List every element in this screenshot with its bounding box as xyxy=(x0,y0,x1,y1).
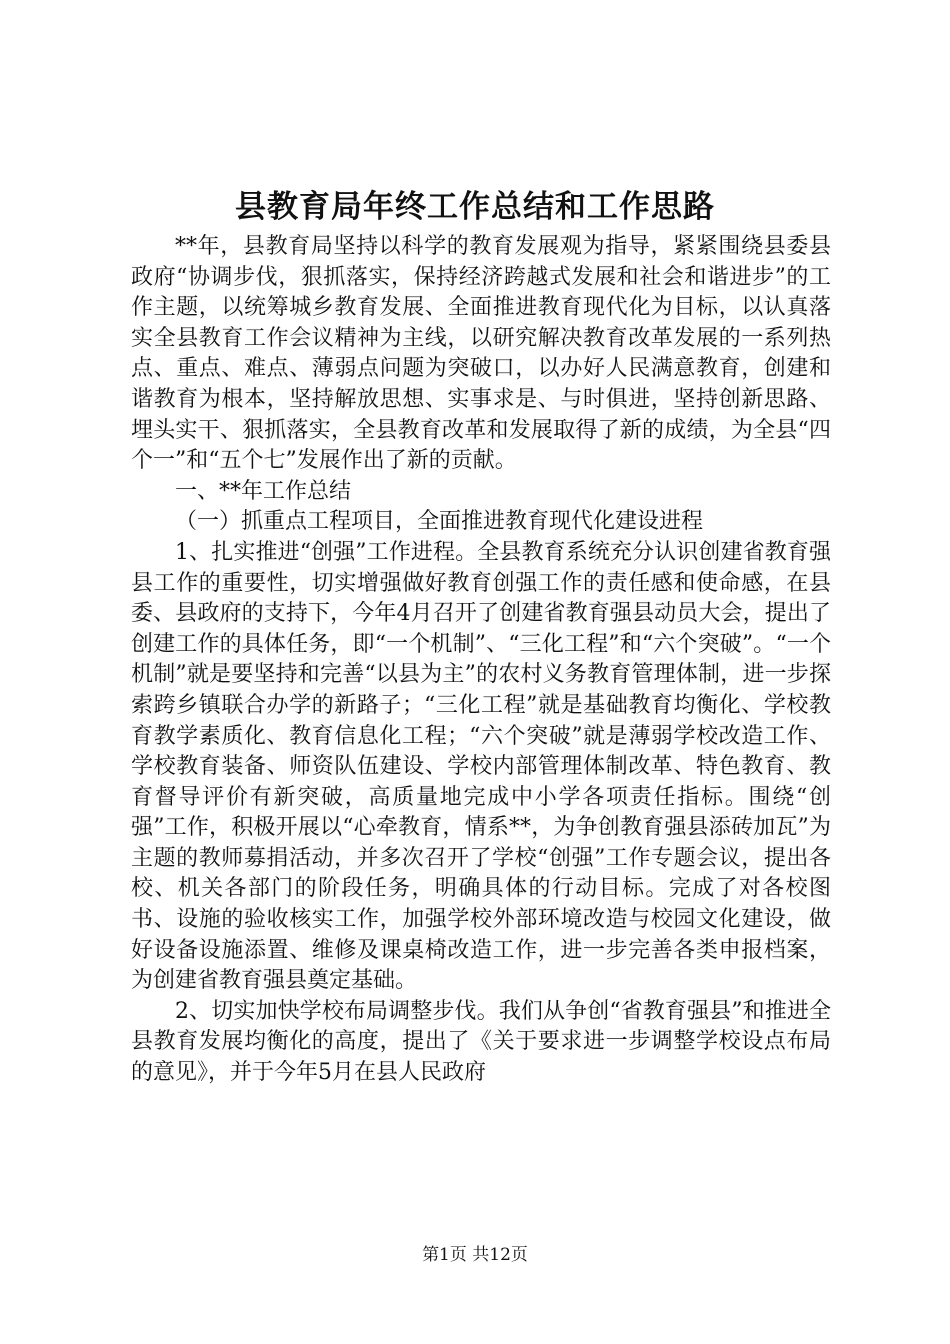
item-1-paragraph: 1、扎实推进“创强”工作进程。全县教育系统充分认识创建省教育强县工作的重要性，切实增强做好教育创强工作的责任感和使命感，在县委、县政府的支持下，今年4月召开了创建省教育强县动员大会，提出了创建工作的具体任务，即“一个机制”、“三化工程”和“六个突破”。“一个机制”就是要坚持和完善“以县为主”的农村义务教育管理体制，进一步探索跨乡镇联合办学的新路子；“三化工程”就是基础教育均衡化、学校教育教学素质化、教育信息化工程；“六个突破”就是薄弱学校改造工作、学校教育装备、师资队伍建设、学校内部管理体制改革、特色教育、教育督导评价有新突破，高质量地完成中小学各项责任指标。围绕“创强”工作，积极开展以“心牵教育，情系**，为争创教育强县添砖加瓦”为主题的教师募捐活动，并多次召开了学校“创强”工作专题会议，提出各校、机关各部门的阶段任务，明确具体的行动目标。完成了对各校图书、设施的验收核实工作，加强学校外部环境改造与校园文化建设，做好设备设施添置、维修及课桌椅改造工作，进一步完善各类申报档案，为创建省教育强县奠定基础。 xyxy=(131,539,831,994)
section-heading: 一、**年工作总结 xyxy=(175,478,352,504)
subsection-heading: （一）抓重点工程项目，全面推进教育现代化建设进程 xyxy=(175,509,704,535)
page-footer: 第1页 共12页 xyxy=(422,1245,528,1265)
item-2-paragraph: 2、切实加快学校布局调整步伐。我们从争创“省教育强县”和推进全县教育发展均衡化的高度，提出了《关于要求进一步调整学校设点布局的意见》，并于今年5月在县人民政府 xyxy=(131,998,831,1086)
document-title: 县教育局年终工作总结和工作思路 xyxy=(235,189,715,225)
intro-paragraph: **年，县教育局坚持以科学的教育发展观为指导，紧紧围绕县委县政府“协调步伐，狠抓落实，保持经济跨越式发展和社会和谐进步”的工作主题，以统筹城乡教育发展、全面推进教育现代化为目标，以认真落实全县教育工作会议精神为主线，以研究解决教育改革发展的一系列热点、重点、难点、薄弱点问题为突破口，以办好人民满意教育，创建和谐教育为根本，坚持解放思想、实事求是、与时俱进，坚持创新思路、埋头实干、狠抓落实，全县教育改革和发展取得了新的成绩，为全县“四个一”和“五个七”发展作出了新的贡献。 xyxy=(131,234,831,474)
document-body xyxy=(131,232,831,1089)
